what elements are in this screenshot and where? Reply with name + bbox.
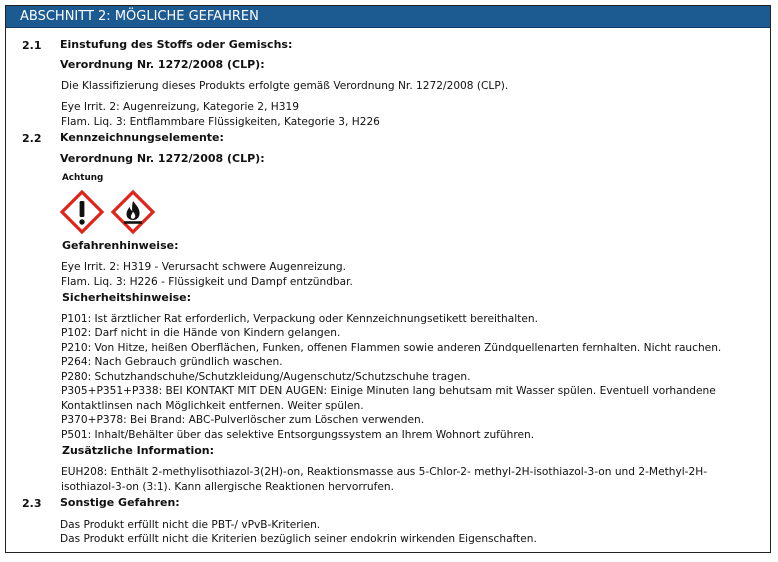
precautionary-statement: P501: Inhalt/Behälter über das selektive Entsorgungssystem an Ihrem Wohnort zuführen.: [61, 429, 535, 441]
other-hazards-text: Das Produkt erfüllt nicht die Kriterien bezüglich seiner endokrin wirkenden Eigenschaften.: [60, 533, 537, 545]
section-header: ABSCHNITT 2: MÖGLICHE GEFAHREN: [6, 6, 770, 28]
precautionary-statement: P264: Nach Gebrauch gründlich waschen.: [61, 356, 283, 368]
precautionary-statement: P210: Von Hitze, heißen Oberflächen, Funken, offenen Flammen sowie anderen Zündquellenarten fernhalten. Nicht rauchen.: [61, 342, 722, 354]
hazard-statement: Eye Irrit. 2: H319 - Verursacht schwere Augenreizung.: [61, 261, 347, 273]
additional-information-heading: Zusätzliche Information:: [62, 444, 215, 457]
classification-line: Eye Irrit. 2: Augenreizung, Kategorie 2, H319: [61, 101, 299, 113]
section-title-2-3: Sonstige Gefahren:: [60, 496, 180, 509]
classification-line: Flam. Liq. 3: Entflammbare Flüssigkeiten, Kategorie 3, H226: [61, 116, 380, 128]
section-number-2-3: 2.3: [22, 497, 42, 510]
precautionary-statement: P102: Darf nicht in die Hände von Kindern gelangen.: [61, 327, 341, 339]
precautionary-statement: P101: Ist ärztlicher Rat erforderlich, Verpackung oder Kennzeichnungsetikett bereithalten.: [61, 313, 538, 325]
section-number-2-1: 2.1: [22, 39, 42, 52]
hazard-statements-heading: Gefahrenhinweise:: [62, 239, 179, 252]
precautionary-statement: P280: Schutzhandschuhe/Schutzkleidung/Augenschutz/Schutzschuhe tragen.: [61, 371, 471, 383]
precautionary-statement: Kontaktlinsen nach Möglichkeit entfernen. Weiter spülen.: [61, 400, 364, 412]
precautionary-statements-heading: Sicherheitshinweise:: [62, 291, 192, 304]
exclamation-mark-icon: [60, 190, 104, 234]
section-number-2-2: 2.2: [22, 132, 42, 145]
signal-word: Achtung: [62, 173, 104, 183]
precautionary-statement: P370+P378: Bei Brand: ABC-Pulverlöscher zum Löschen verwenden.: [61, 414, 425, 426]
section-title-2-1: Einstufung des Stoffs oder Gemischs:: [60, 38, 293, 51]
other-hazards-text: Das Produkt erfüllt nicht die PBT-/ vPvB-Kriterien.: [60, 519, 321, 531]
flame-icon: [111, 190, 155, 234]
precautionary-statement: P305+P351+P338: BEI KONTAKT MIT DEN AUGEN: Einige Minuten lang behutsam mit Wasser spülen. Eventuell vorhandene: [61, 385, 716, 397]
additional-information-text: isothiazol-3-on (3:1). Kann allergische Reaktionen hervorrufen.: [61, 481, 394, 493]
regulation-heading: Verordnung Nr. 1272/2008 (CLP):: [60, 58, 265, 71]
hazard-statement: Flam. Liq. 3: H226 - Flüssigkeit und Dampf entzündbar.: [61, 276, 353, 288]
section-title-2-2: Kennzeichnungselemente:: [60, 131, 224, 144]
classification-text: Die Klassifizierung dieses Produkts erfolgte gemäß Verordnung Nr. 1272/2008 (CLP).: [61, 80, 509, 92]
additional-information-text: EUH208: Enthält 2-methylisothiazol-3(2H)-on, Reaktionsmasse aus 5-Chlor-2- methyl-2H-isothiazol-3-on und 2-Methyl-2H-: [61, 466, 708, 478]
regulation-heading: Verordnung Nr. 1272/2008 (CLP):: [60, 152, 265, 165]
